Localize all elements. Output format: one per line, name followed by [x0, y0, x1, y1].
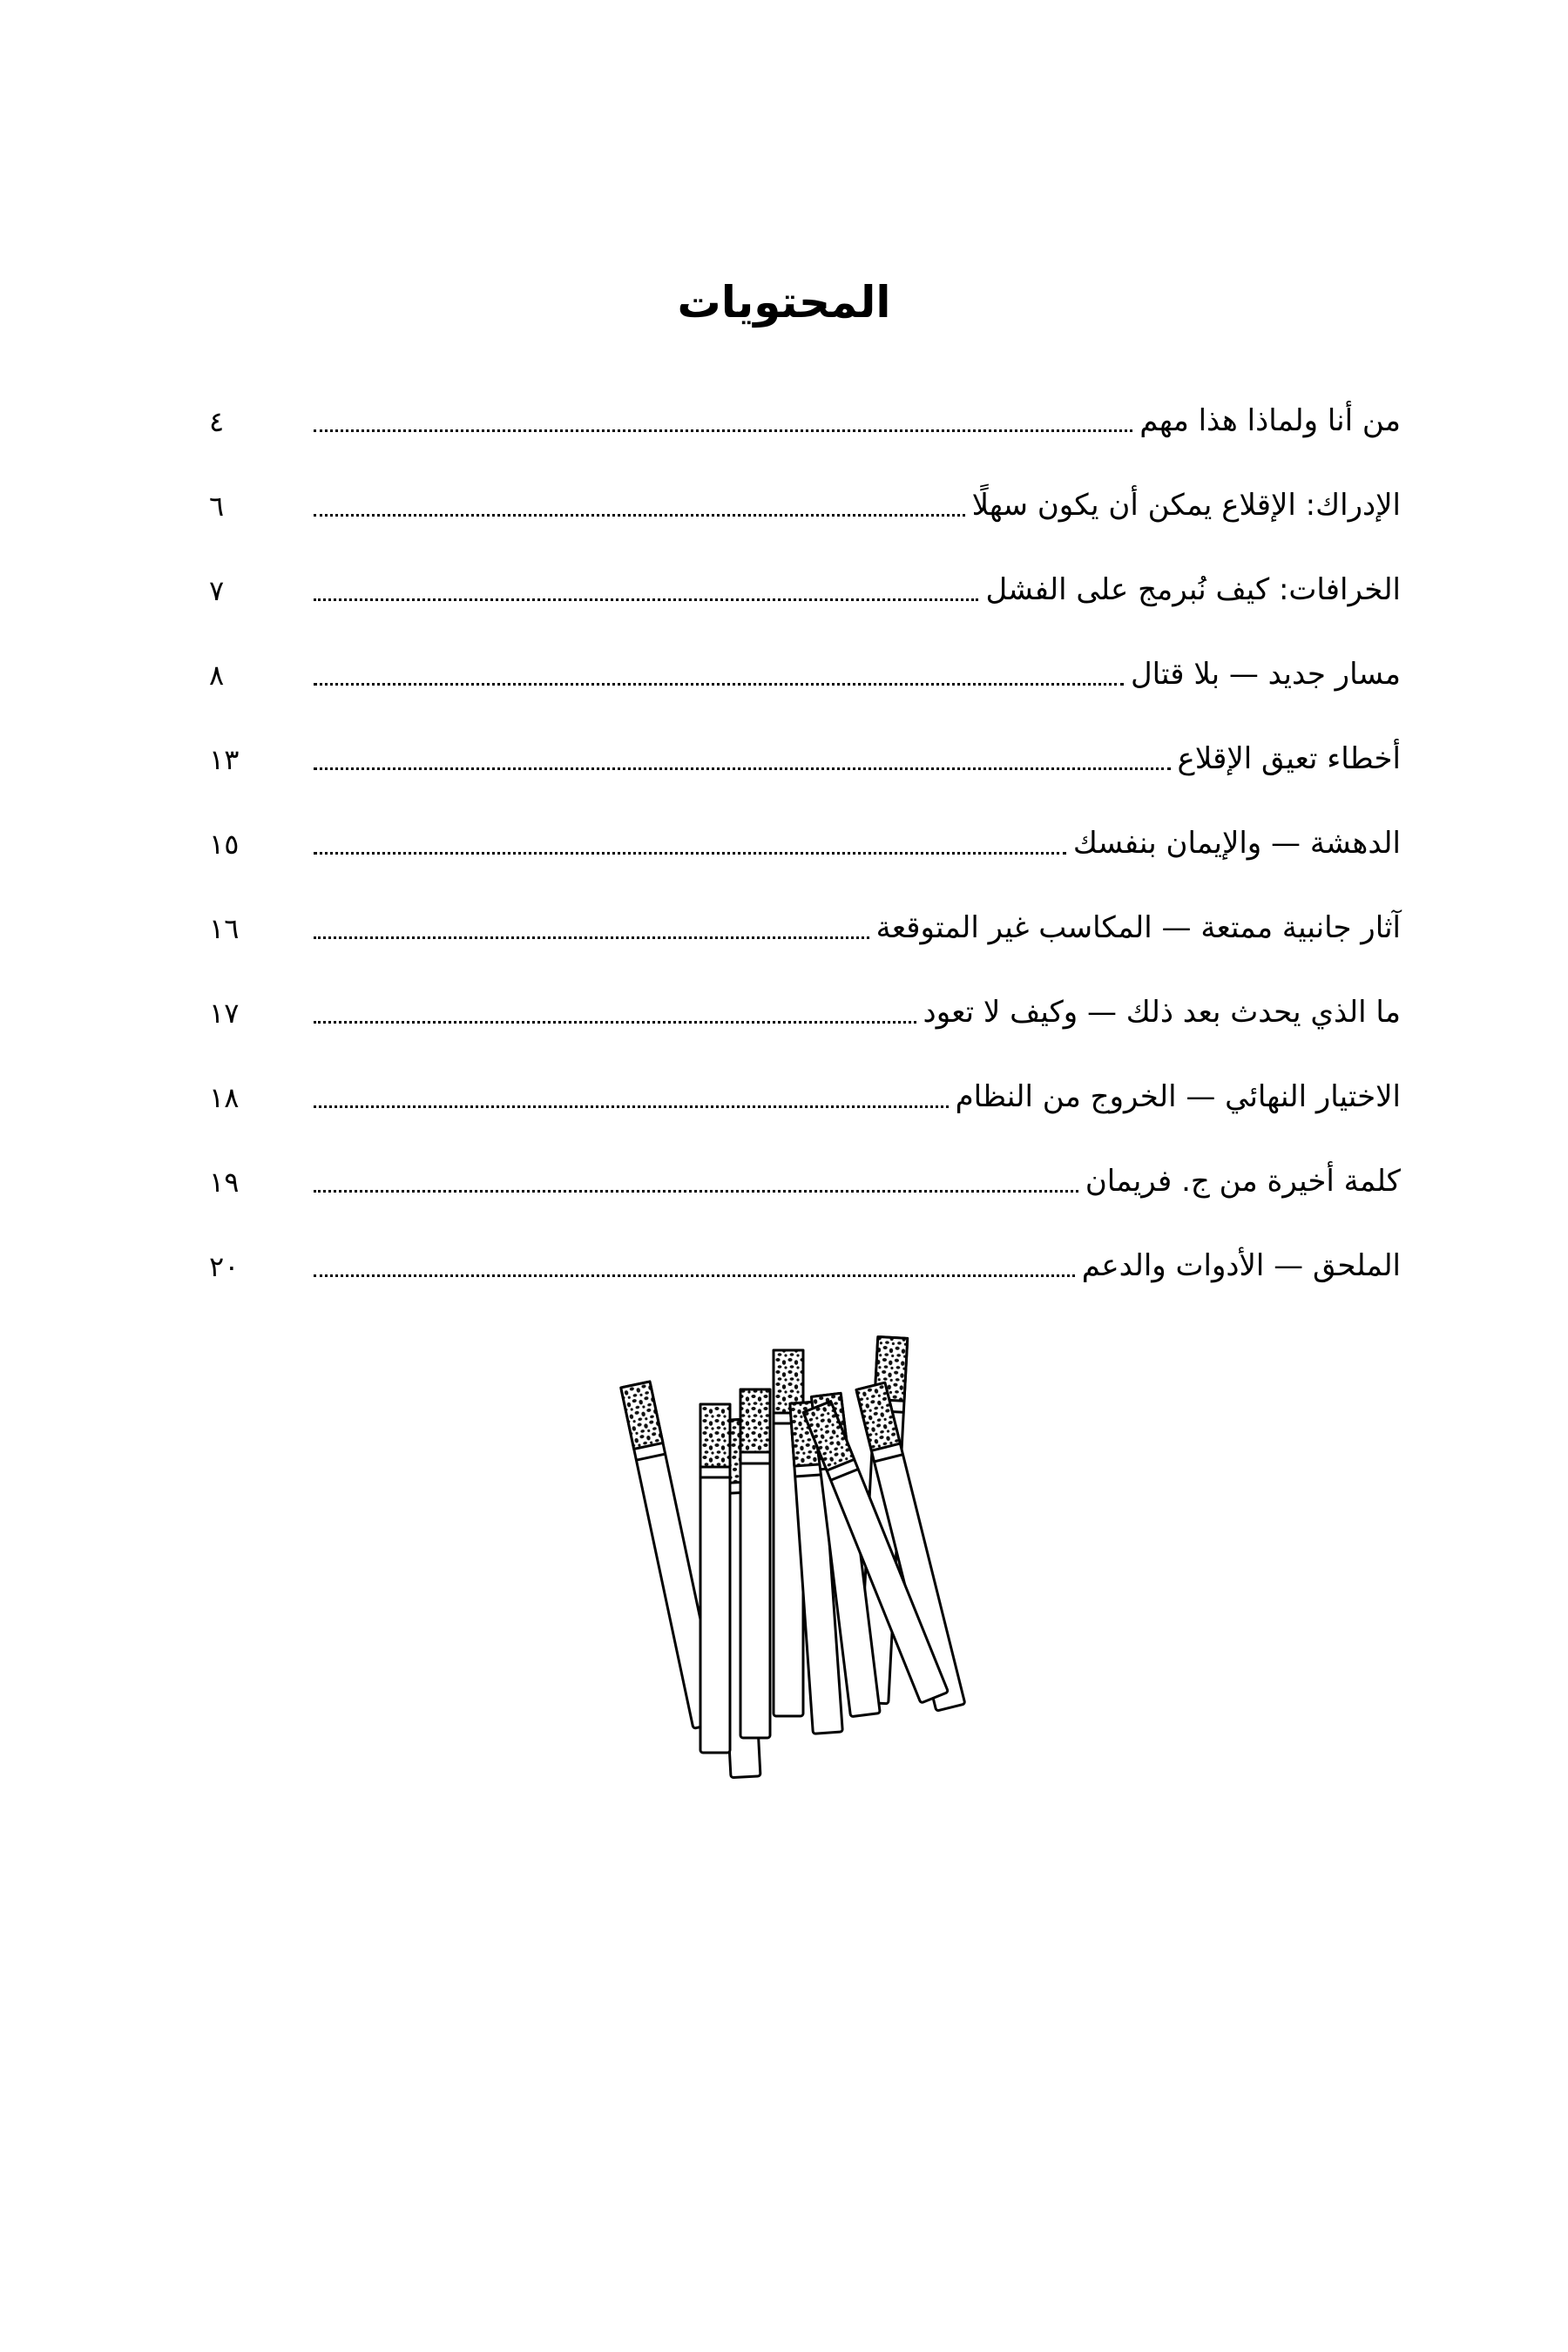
- dot-leader: [314, 852, 1066, 855]
- toc-entry-title: من أنا ولماذا هذا مهم: [1139, 403, 1401, 438]
- toc-entry-page: ٦: [209, 490, 225, 523]
- toc-entry-page: ١٧: [209, 997, 240, 1030]
- dot-leader: [314, 1105, 949, 1108]
- toc-entry[interactable]: [209, 1059, 1401, 1112]
- toc-entry-page: ٤: [209, 405, 225, 438]
- dot-leader: [314, 429, 1132, 432]
- toc-entry[interactable]: [209, 721, 1401, 774]
- toc-entry-title: الاختيار النهائي — الخروج من النظام: [955, 1079, 1401, 1114]
- dot-leader: [314, 598, 978, 601]
- toc-entry-page: ١٩: [209, 1166, 240, 1199]
- cigarette: [740, 1389, 770, 1738]
- dot-leader: [314, 1021, 916, 1024]
- toc-entry-title: آثار جانبية ممتعة — المكاسب غير المتوقعة: [875, 910, 1401, 945]
- toc-entry-title: الملحق — الأدوات والدعم: [1081, 1248, 1401, 1283]
- toc-entry[interactable]: [209, 637, 1401, 692]
- cigarettes-illustration: [592, 1333, 1010, 1786]
- toc-entry-page: ١٦: [209, 912, 240, 945]
- toc-entry-page: ١٣: [209, 743, 240, 776]
- toc-entry-page: ٧: [209, 574, 225, 607]
- toc-entry[interactable]: [209, 890, 1401, 943]
- toc-entry-title: مسار جديد — بلا قتال: [1130, 657, 1401, 692]
- dot-leader: [314, 936, 869, 939]
- toc-entry-page: ١٨: [209, 1081, 240, 1114]
- toc-entry[interactable]: [209, 552, 1401, 605]
- toc-entry[interactable]: [209, 383, 1401, 436]
- toc-entry[interactable]: [209, 806, 1401, 861]
- toc-entry-page: ٨: [209, 659, 225, 692]
- toc-entry[interactable]: [209, 1144, 1401, 1199]
- dot-leader: [314, 514, 965, 517]
- toc-entry-page: ١٥: [209, 828, 240, 861]
- toc-entry-title: الإدراك: الإقلاع يمكن أن يكون سهلًا: [971, 488, 1401, 523]
- toc-entry-title: ما الذي يحدث بعد ذلك — وكيف لا تعود: [923, 995, 1401, 1030]
- dot-leader: [314, 683, 1124, 686]
- toc-entry-title: الدهشة — والإيمان بنفسك: [1072, 826, 1401, 861]
- toc-entry-title: الخرافات: كيف نُبرمج على الفشل: [985, 572, 1401, 607]
- cigarette: [700, 1404, 730, 1753]
- toc-entry[interactable]: [209, 1228, 1401, 1281]
- toc-entry-title: كلمة أخيرة من ج. فريمان: [1085, 1164, 1401, 1199]
- toc-entry-title: أخطاء تعيق الإقلاع: [1177, 741, 1401, 776]
- dot-leader: [314, 767, 1171, 770]
- dot-leader: [314, 1274, 1075, 1277]
- toc-entry[interactable]: [209, 975, 1401, 1030]
- toc-entry[interactable]: [209, 468, 1401, 523]
- page-title: المحتويات: [677, 277, 891, 328]
- toc-entry-page: ٢٠: [209, 1250, 240, 1283]
- dot-leader: [314, 1190, 1078, 1193]
